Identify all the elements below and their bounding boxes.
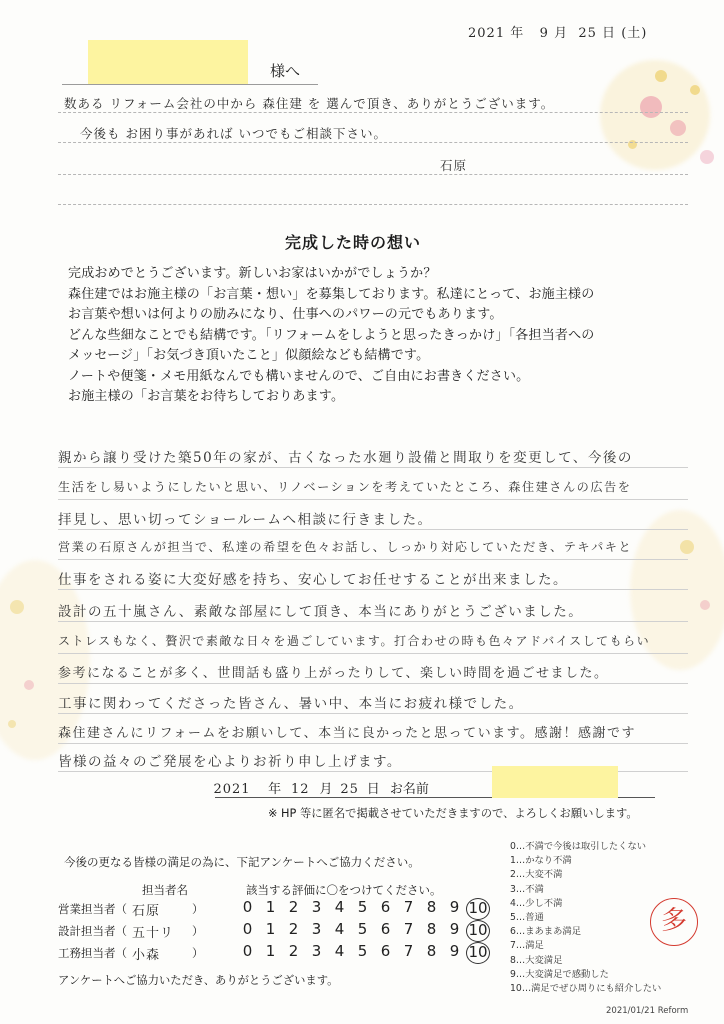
rating-option[interactable]: 7 bbox=[403, 920, 414, 938]
survey-role: 工務担当者（ bbox=[58, 946, 127, 960]
survey-thanks: アンケートへご協力いただき、ありがとうございます。 bbox=[58, 974, 339, 987]
legend-item: 10…満足でぜひ周りにも紹介したい bbox=[510, 983, 662, 995]
rating-option[interactable]: 8 bbox=[426, 898, 437, 916]
rating-option[interactable]: 1 bbox=[265, 920, 276, 938]
rating-option-selected[interactable]: 10 bbox=[466, 920, 490, 942]
header-date-month: 9 bbox=[539, 26, 549, 41]
message-rule-4 bbox=[58, 204, 688, 205]
intro-line: お施主様の「お言葉をお待ちしておりあます。 bbox=[68, 389, 345, 404]
survey-role: 営業担当者（ bbox=[58, 902, 127, 916]
letter-date-year: 2021 bbox=[213, 782, 251, 797]
rating-option[interactable]: 2 bbox=[288, 942, 299, 960]
survey-intro: 今後の更なる皆様の満足の為に、下記アンケートへご協力ください。 bbox=[64, 855, 420, 869]
rating-option[interactable]: 0 bbox=[242, 898, 253, 916]
staff-signature: 石原 bbox=[440, 158, 468, 173]
legend-item: 8…大変満足 bbox=[510, 954, 563, 966]
rating-legend bbox=[510, 840, 661, 996]
header-date-month-label: 月 bbox=[554, 26, 569, 41]
rating-option-selected[interactable]: 10 bbox=[466, 898, 490, 920]
legend-item: 0…不満で今後は取引したくない bbox=[510, 841, 647, 852]
letter-line: 営業の石原さんが担当で、私達の希望を色々お話し、しっかり対応していただき、テキパキと bbox=[58, 530, 688, 560]
survey-close: ） bbox=[192, 924, 204, 938]
survey-role: 設計担当者（ bbox=[58, 924, 127, 938]
legend-item: 2…大変不満 bbox=[510, 869, 563, 881]
letter-date-day-label: 日 bbox=[366, 782, 380, 797]
form-code: 2021/01/21 Reform bbox=[606, 1006, 689, 1016]
rating-option[interactable]: 6 bbox=[380, 920, 391, 938]
rating-option[interactable]: 5 bbox=[357, 898, 368, 916]
legend-item: 1…かなり不満 bbox=[510, 855, 572, 867]
rating-option[interactable]: 1 bbox=[265, 942, 276, 960]
survey-col-rating: 該当する評価に〇をつけてください。 bbox=[246, 883, 442, 897]
letter-line: 仕事をされる姿に大変好感を持ち、安心してお任せすることが出来ました。 bbox=[58, 560, 688, 590]
rating-option[interactable]: 5 bbox=[357, 942, 368, 960]
letter-date-year-label: 年 bbox=[268, 782, 282, 797]
rating-option[interactable]: 0 bbox=[242, 942, 253, 960]
rating-option[interactable]: 5 bbox=[357, 920, 368, 938]
letter-line: 生活をし易いようにしたいと思い、リノベーションを考えていたところ、森住建さんの広告を bbox=[58, 470, 688, 500]
letter-line: 森住建さんにリフォームをお願いして、本当に良かったと思っています。感謝！感謝です bbox=[58, 714, 688, 744]
message-rule-1 bbox=[58, 112, 688, 113]
legend-item: 7…満足 bbox=[510, 940, 544, 952]
recipient-underline bbox=[62, 84, 318, 85]
letter-date bbox=[200, 778, 429, 797]
rating-option[interactable]: 2 bbox=[288, 920, 299, 938]
name-label: お名前 bbox=[389, 782, 429, 797]
letter-line: 皆様の益々のご発展を心よりお祈り申し上げます。 bbox=[58, 742, 688, 772]
section-title: 完成した時の想い bbox=[285, 233, 422, 252]
header-date-year: 2021 bbox=[468, 26, 506, 41]
rating-option[interactable]: 3 bbox=[311, 920, 322, 938]
rating-option[interactable]: 8 bbox=[426, 920, 437, 938]
rating-option[interactable]: 0 bbox=[242, 920, 253, 938]
letter-line: 参考になることが多く、世間話も盛り上がったりして、楽しい時間を過ごせました。 bbox=[58, 654, 688, 684]
intro-line: 森住建ではお施主様の「お言葉・想い」を募集しております。私達にとって、お施主様の bbox=[68, 286, 595, 302]
header-date-day: 25 bbox=[578, 26, 597, 41]
survey-staff-name: 小森 bbox=[132, 947, 161, 963]
approval-stamp: 多 bbox=[650, 898, 698, 946]
intro-text bbox=[68, 264, 595, 408]
rating-scale[interactable] bbox=[236, 920, 490, 942]
message-rule-3 bbox=[58, 174, 688, 175]
survey-row-sales bbox=[58, 898, 490, 920]
legend-item: 5…普通 bbox=[510, 912, 544, 924]
rating-option[interactable]: 2 bbox=[288, 898, 299, 916]
letter-line: 拝見し、思い切ってショールームへ相談に行きました。 bbox=[58, 500, 688, 530]
letter-line: 工事に関わってくださった皆さん、暑い中、本当にお疲れ様でした。 bbox=[58, 684, 688, 714]
survey-close: ） bbox=[192, 902, 204, 916]
letter-line: ストレスもなく、贅沢で素敵な日々を過ごしています。打合わせの時も色々アドバイスしてもらい bbox=[58, 624, 688, 654]
rating-option[interactable]: 8 bbox=[426, 942, 437, 960]
intro-line: メッセージ」「お気づき頂いたこと」似顔絵なども結構です。 bbox=[68, 348, 430, 363]
legend-item: 4…少し不満 bbox=[510, 897, 563, 909]
survey-row-design bbox=[58, 920, 490, 942]
intro-line: お言葉や想いは何よりの励みになり、仕事へのパワーの元でもあります。 bbox=[68, 307, 503, 322]
rating-option[interactable]: 3 bbox=[311, 898, 322, 916]
message-rule-2 bbox=[58, 142, 688, 143]
rating-option[interactable]: 7 bbox=[403, 942, 414, 960]
rating-option[interactable]: 6 bbox=[380, 942, 391, 960]
customer-name-redaction bbox=[492, 766, 618, 798]
rating-option[interactable]: 9 bbox=[449, 898, 460, 916]
anonymous-footnote: ※ HP 等に匿名で掲載させていただきますので、よろしくお願いします。 bbox=[268, 807, 638, 820]
recipient-name-redaction bbox=[88, 40, 248, 84]
rating-option[interactable]: 9 bbox=[449, 920, 460, 938]
rating-option[interactable]: 7 bbox=[403, 898, 414, 916]
letter-date-day: 25 bbox=[340, 782, 359, 797]
rating-option-selected[interactable]: 10 bbox=[466, 942, 490, 964]
rating-option[interactable]: 1 bbox=[265, 898, 276, 916]
survey-close: ） bbox=[192, 946, 204, 960]
staff-message-line-2: 今後も お困り事があれば いつでもご相談下さい。 bbox=[80, 126, 387, 141]
survey-staff-name: 五十リ bbox=[132, 925, 175, 941]
intro-line: ノートや便箋・メモ用紙なんでも構いませんので、ご自由にお書きください。 bbox=[68, 368, 530, 384]
rating-option[interactable]: 4 bbox=[334, 942, 345, 960]
rating-option[interactable]: 4 bbox=[334, 898, 345, 916]
staff-message-line-1: 数ある リフォーム会社の中から 森住建 を 選んで頂き、ありがとうございます。 bbox=[64, 96, 555, 111]
rating-scale[interactable] bbox=[236, 898, 490, 920]
rating-option[interactable]: 9 bbox=[449, 942, 460, 960]
rating-option[interactable]: 4 bbox=[334, 920, 345, 938]
header-date bbox=[468, 22, 647, 41]
rating-option[interactable]: 6 bbox=[380, 898, 391, 916]
letter-date-month: 12 bbox=[291, 782, 310, 797]
rating-option[interactable]: 3 bbox=[311, 942, 322, 960]
intro-line: 完成おめでとうございます。新しいお家はいかがでしょうか？ bbox=[68, 266, 437, 281]
survey-staff-name: 石原 bbox=[132, 903, 161, 919]
survey-col-staff: 担当者名 bbox=[142, 883, 188, 897]
legend-item: 3…不満 bbox=[510, 883, 544, 895]
intro-line: どんな些細なことでも結構です。「リフォームをしようと思ったきっかけ」「各担当者への bbox=[68, 327, 595, 343]
legend-item: 9…大変満足で感動した bbox=[510, 968, 609, 980]
recipient-honorific: 様へ bbox=[270, 62, 301, 80]
header-date-day-label: 日 bbox=[602, 26, 617, 41]
letter-date-month-label: 月 bbox=[319, 782, 333, 797]
survey-row-construction bbox=[58, 942, 490, 964]
legend-item: 6…まあまあ満足 bbox=[510, 926, 581, 938]
rating-scale[interactable] bbox=[236, 942, 490, 964]
letter-line: 設計の五十嵐さん、素敵な部屋にして頂き、本当にありがとうございました。 bbox=[58, 592, 688, 622]
letter-line: 親から譲り受けた築50年の家が、古くなった水廻り設備と間取りを変更して、今後の bbox=[58, 438, 688, 468]
header-date-weekday: (土) bbox=[621, 26, 648, 41]
header-date-year-label: 年 bbox=[510, 26, 525, 41]
